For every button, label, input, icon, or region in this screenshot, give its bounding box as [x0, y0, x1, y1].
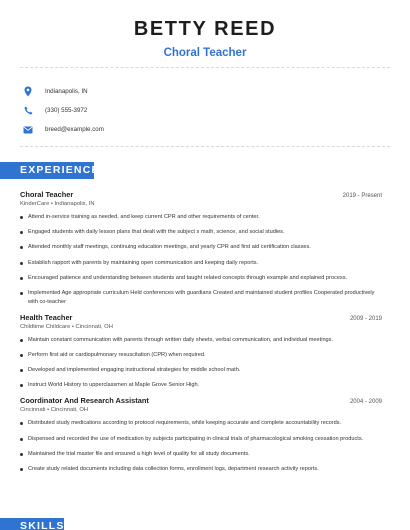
job-bullet: Attended monthly staff meetings, continuing education meetings, and yearly CPR and first aid certification classes.	[20, 243, 382, 252]
job-bullet: Dispensed and recorded the use of medication by subjects participating in clinical trials of pharmacological smoking cessation products.	[20, 435, 382, 444]
phone-icon	[22, 105, 34, 117]
email-icon	[22, 124, 34, 136]
job-bullet: Establish rapport with parents by maintaining open communication and keeping daily reports.	[20, 259, 382, 268]
job-entry	[20, 313, 382, 390]
candidate-name: BETTY REED	[133, 18, 277, 40]
job-bullet: Attend in-service training as needed, and keep current CPR and other requirements of center.	[20, 213, 382, 222]
job-title: Choral Teacher	[20, 190, 74, 199]
job-company: Childtime Childcare • Cincinnati, OH	[20, 323, 113, 330]
job-bullet: Implemented Age appropriate curriculum Held conferences with guardians Created and maintained student profiles Cooperated productively with co-teacher	[20, 289, 382, 306]
experience-list	[20, 190, 382, 480]
skills-heading: SKILLS	[0, 518, 64, 530]
email-text[interactable]: breed@example.com	[45, 126, 104, 133]
job-bullets	[20, 419, 382, 473]
location-pin-icon	[22, 86, 34, 98]
job-bullet: Instruct World History to upperclassmen at Maple Grove Senior High.	[20, 381, 382, 390]
contact-email[interactable]	[20, 120, 104, 139]
job-bullet: Developed and implemented engaging instructional strategies for middle school math.	[20, 366, 382, 375]
job-title: Health Teacher	[20, 312, 73, 322]
job-bullets	[20, 336, 382, 390]
job-entry	[20, 190, 382, 306]
job-company: KinderCare • Indianapolis, IN	[20, 201, 95, 207]
experience-heading: EXPERIENCE	[0, 162, 94, 179]
job-bullet: Maintain constant communication with parents through written daily sheets, verbal communication, and individual meetings.	[20, 336, 382, 345]
job-entry	[20, 396, 382, 473]
job-bullet: Encouraged patience and understanding between students and taught related concepts through example and explained process.	[20, 274, 382, 283]
contact-list	[20, 82, 104, 139]
location-text: Indianapolis, IN	[45, 88, 88, 95]
job-bullet: Perform first aid or cardiopulmonary resuscitation (CPR) when required.	[20, 351, 382, 360]
job-bullet: Distributed study medications according to protocol requirements, while keeping accurate and complete accountability records.	[20, 419, 382, 428]
job-bullet: Maintained the trial master file and ensured a high level of quality for all study documents.	[20, 450, 382, 459]
job-bullet: Engaged students with daily lesson plans that dealt with the subject s math, science, and social studies.	[20, 228, 382, 237]
job-dates: 2004 - 2009	[349, 399, 382, 406]
phone-text: (330) 555-3972	[45, 107, 88, 114]
job-dates: 2009 - 2019	[349, 315, 382, 322]
header-divider	[20, 67, 390, 68]
job-bullet: Create study related documents including data collection forms, enrollment logs, department research activity reports.	[20, 465, 382, 474]
job-bullets	[20, 213, 382, 306]
resume-header	[0, 0, 410, 60]
job-company: Cincinnati • Cincinnati, OH	[20, 407, 89, 414]
job-dates: 2019 - Present	[342, 193, 382, 199]
contact-location	[20, 82, 104, 101]
job-title: Coordinator And Research Assistant	[20, 396, 149, 406]
contact-phone	[20, 101, 104, 120]
contact-divider	[20, 146, 390, 147]
candidate-role: Choral Teacher	[163, 47, 247, 59]
